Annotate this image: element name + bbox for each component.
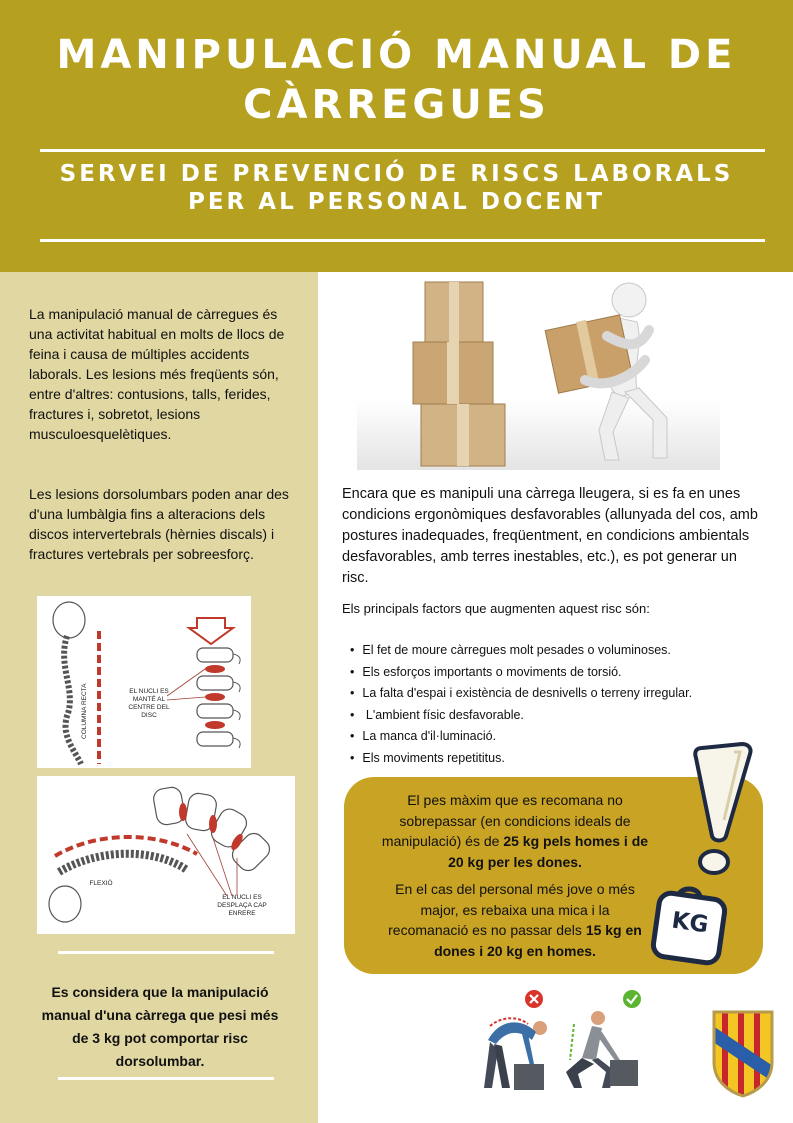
- max-weight-text: [380, 790, 650, 872]
- reduced-weight-values: 15 kg en dones i 20 kg en homes.: [434, 922, 642, 959]
- nucleus-displaced-label: EL NUCLI ES DESPLAÇA CAP ENRERE: [217, 894, 267, 917]
- factors-intro: Els principals factors que augmenten aquest risc són:: [342, 601, 650, 616]
- list-item: • El fet de moure càrregues molt pesades o voluminoses.: [350, 640, 692, 662]
- dorsolumbar-paragraph: Les lesions dorsolumbars poden anar des d'una lumbàlgia fins a alteracions dels discos intervertebrals (hèrnies discals) i fractures vertebrals per sobreesforç.: [29, 486, 289, 562]
- nucleus-center-label: EL NUCLI ES MANTÉ AL CENTRE DEL DISC: [128, 688, 170, 719]
- risk-paragraph: Encara que es manipuli una càrrega lleugera, si es fa en unes condicions ergonòmiques desfavorables (allunyada del cos, amb postures inadequades, freqüentment, en condicions ambientals desfavorables, amb terres inestables, etc.), es pot generar un risc.: [342, 486, 758, 586]
- left-divider-top: [58, 951, 274, 954]
- balearic-emblem: [708, 1006, 778, 1098]
- lifting-posture-illustration: [470, 988, 660, 1098]
- list-item: • La manca d'il·luminació.: [350, 726, 692, 748]
- correct-lifting-figure: [566, 1011, 638, 1088]
- list-item: • L'ambient físic desfavorable.: [350, 705, 692, 727]
- subtitle-line-2: PER AL PERSONAL DOCENT: [187, 189, 606, 215]
- reduced-weight-text: [380, 879, 650, 961]
- header-divider-bottom: [40, 239, 765, 242]
- straight-spine-figure: [37, 596, 251, 768]
- wrong-icon: [525, 990, 543, 1008]
- page-subtitle: [0, 160, 793, 216]
- subtitle-line-1: SERVEI DE PREVENCIÓ DE RISCS LABORALS: [59, 161, 734, 187]
- risk-note: Es considera que la manipulació manual d'una càrrega que pesi més de 3 kg pot comportar risc dorsolumbar.: [41, 984, 279, 1069]
- kg-label: KG: [670, 907, 710, 939]
- flexion-label: FLEXIÓ: [89, 880, 113, 887]
- intro-paragraph: La manipulació manual de càrregues és una activitat habitual en molts de llocs de feina i causa de múltiples accidents laborals. Les lesions més freqüents són, entre d'altres: contusions, talls, ferides, fractures i, sobretot, lesions musculoesquelètiques.: [29, 306, 285, 442]
- reduced-weight-text-intro: En el cas del personal més jove o més major, es rebaixa una mica i la recomanació es no passar dels: [388, 881, 635, 938]
- header-divider-top: [40, 149, 765, 152]
- boxes-person-illustration: [357, 280, 720, 470]
- correct-icon: [623, 990, 641, 1008]
- straight-column-label: COLUMNA RECTA: [81, 683, 88, 739]
- list-item: • Els moviments repetititus.: [350, 748, 692, 770]
- flexion-spine-figure: [37, 776, 295, 934]
- max-weight-text-intro: El pes màxim que es recomana no sobrepassar (en condicions ideals de manipulació) és de: [381, 792, 631, 849]
- max-weight-values: 25 kg pels homes i de 20 kg per les dones.: [448, 833, 649, 870]
- straight-spine-illustration: [37, 596, 251, 768]
- boxes-illustration: [357, 280, 720, 470]
- list-item: • La falta d'espai i existència de desnivells o terreny irregular.: [350, 683, 692, 705]
- wrong-lifting-figure: [484, 1018, 547, 1090]
- title-line-1: MANIPULACIÓ MANUAL DE: [56, 32, 737, 78]
- exclamation-icon: [676, 740, 756, 880]
- header-banner: [0, 0, 793, 272]
- page-title: [0, 30, 793, 130]
- left-divider-bottom: [58, 1077, 274, 1080]
- kg-weight-icon: [648, 880, 730, 966]
- list-item: • Els esforços importants o moviments de torsió.: [350, 662, 692, 684]
- factors-list: [350, 640, 692, 769]
- title-line-2: CÀRREGUES: [243, 82, 550, 128]
